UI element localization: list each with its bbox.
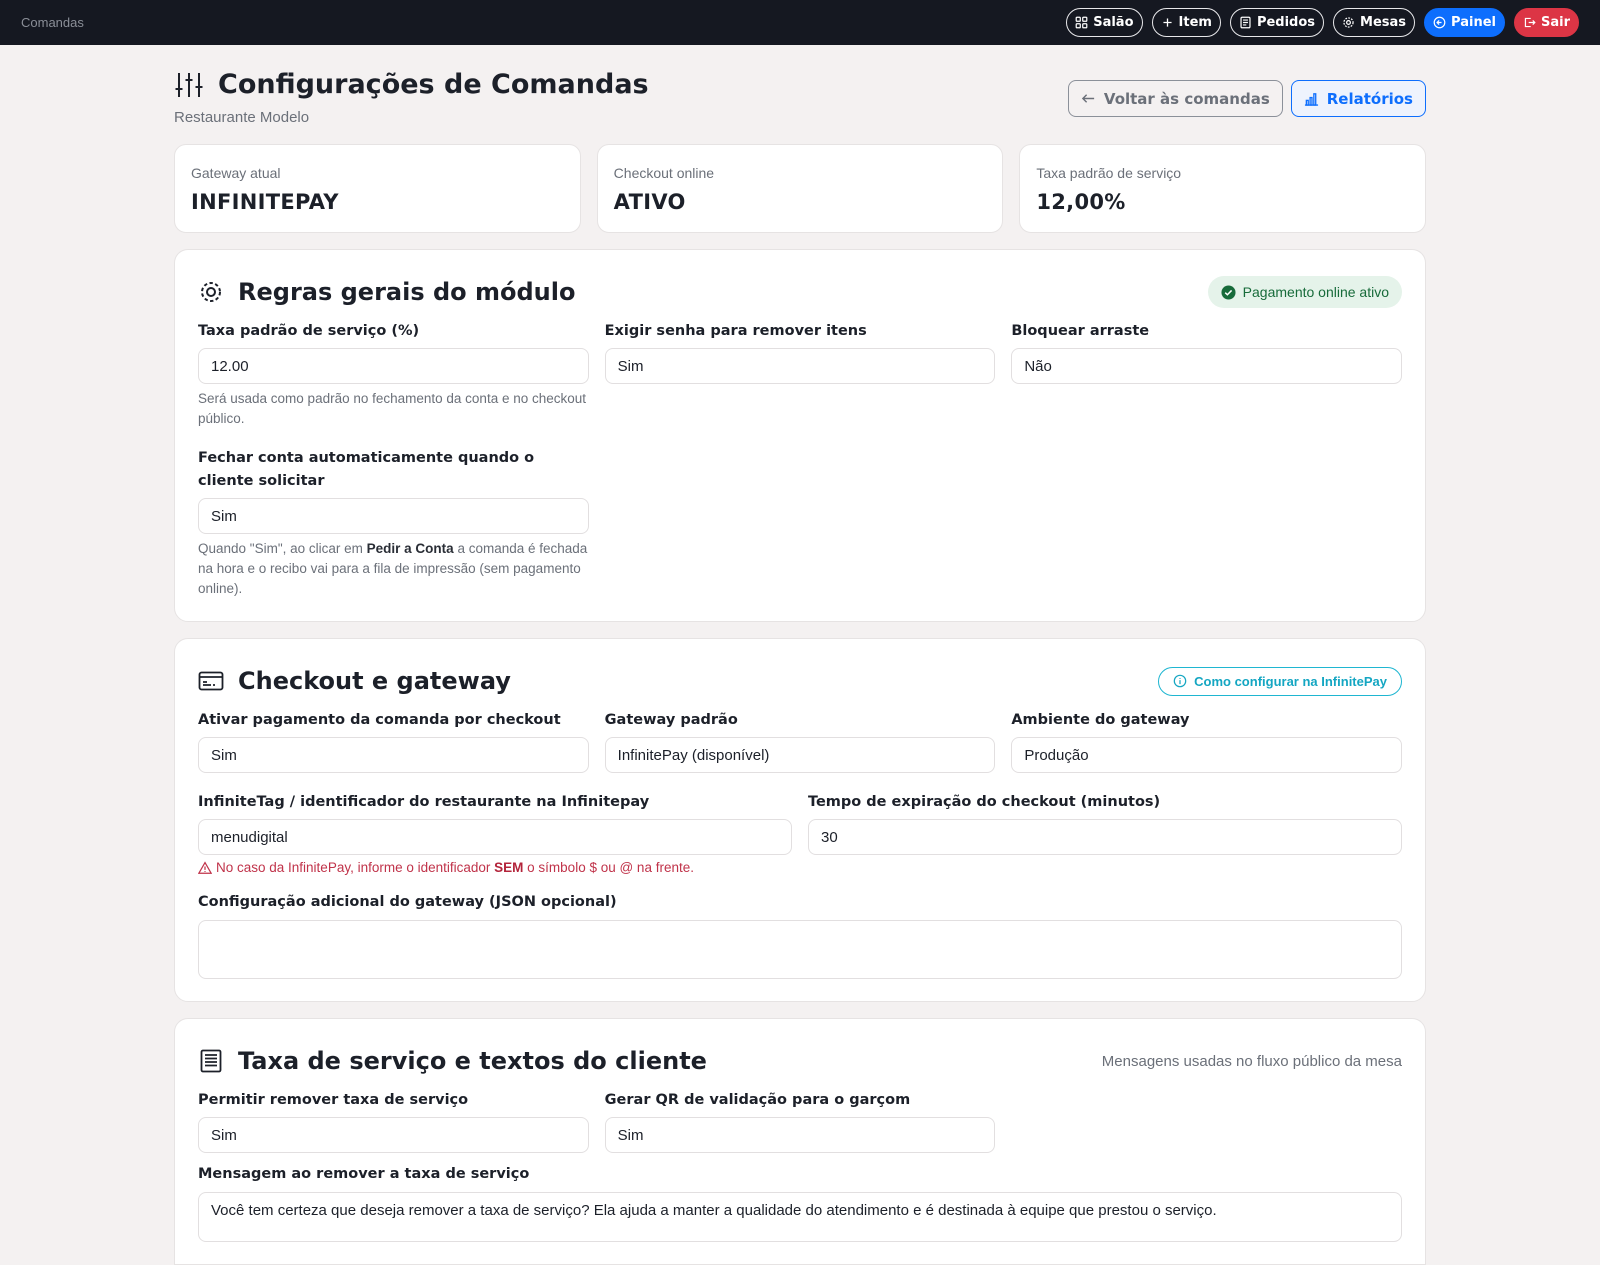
- help-text: Quando "Sim", ao clicar em: [198, 541, 367, 556]
- service-fee-help: Será usada como padrão no fechamento da conta e no checkout público.: [198, 391, 587, 426]
- grid-icon: [1075, 16, 1088, 29]
- checkout-gateway-card: [174, 638, 1426, 1002]
- field-label: Ativar pagamento da comanda por checkout: [198, 712, 561, 728]
- allow-remove-fee-select[interactable]: Sim: [198, 1117, 589, 1153]
- top-nav: [1066, 8, 1579, 37]
- back-label: Voltar às comandas: [1103, 89, 1270, 108]
- sliders-icon: [174, 70, 204, 100]
- page-title: Configurações de Comandas: [218, 69, 649, 100]
- gear-icon: [198, 279, 224, 305]
- service-fee-input[interactable]: 12.00: [198, 348, 589, 384]
- field-label: Configuração adicional do gateway (JSON opcional): [198, 894, 617, 910]
- field-label: Tempo de expiração do checkout (minutos): [808, 794, 1161, 810]
- stat-value: 12,00%: [1036, 190, 1126, 214]
- arrow-left-circle-icon: [1433, 16, 1446, 29]
- nav-salao-button[interactable]: [1066, 8, 1142, 37]
- gateway-environment-select[interactable]: Produção: [1011, 737, 1402, 773]
- section-note: Mensagens usadas no fluxo público da mesa: [1101, 1052, 1402, 1070]
- infinitetag-warning: [198, 860, 792, 875]
- top-bar: [0, 0, 1600, 45]
- warning-bold-text: SEM: [494, 860, 524, 875]
- stat-card-gateway: [174, 144, 581, 233]
- checkout-expiry-input[interactable]: 30: [808, 819, 1402, 855]
- receipt-icon: [1239, 16, 1252, 29]
- section-title: Checkout e gateway: [238, 667, 511, 695]
- help-text: a comanda é fechada na hora e o recibo vai para a fila de impressão (sem pagamento online).: [198, 541, 588, 596]
- nav-salao-label: Salão: [1093, 15, 1134, 30]
- nav-mesas-button[interactable]: [1333, 8, 1415, 37]
- howto-infinitepay-button[interactable]: [1158, 667, 1402, 696]
- section-title: Regras gerais do módulo: [238, 278, 576, 306]
- warning-text: o símbolo $ ou @ na frente.: [523, 860, 694, 875]
- stat-label: Taxa padrão de serviço: [1036, 165, 1182, 181]
- info-icon: [1173, 674, 1187, 688]
- stat-label: Checkout online: [613, 165, 715, 181]
- field-label: Gerar QR de validação para o garçom: [604, 1092, 911, 1108]
- nav-sair-label: Sair: [1540, 15, 1570, 30]
- check-circle-icon: [1221, 285, 1236, 300]
- warning-text: No caso da InfinitePay, informe o identificador: [216, 860, 495, 875]
- gateway-json-textarea[interactable]: [198, 920, 1402, 979]
- field-label: Fechar conta automaticamente quando o cliente solicitar: [198, 450, 535, 489]
- nav-pedidos-label: Pedidos: [1256, 15, 1316, 30]
- receipt-icon: [198, 1048, 224, 1074]
- infinitetag-input[interactable]: menudigital: [198, 819, 792, 855]
- main-container: [174, 45, 1426, 1265]
- enable-checkout-select[interactable]: Sim: [198, 737, 589, 773]
- stat-value: ATIVO: [613, 190, 686, 214]
- nav-item-button[interactable]: [1152, 8, 1221, 37]
- nav-item-label: Item: [1178, 15, 1212, 30]
- plus-icon: [1161, 16, 1174, 29]
- stat-label: Gateway atual: [191, 165, 281, 181]
- online-payment-status-badge: [1208, 276, 1402, 308]
- service-texts-card: [174, 1018, 1426, 1265]
- howto-label: Como configurar na InfinitePay: [1194, 673, 1387, 689]
- nav-sair-button[interactable]: [1514, 8, 1579, 37]
- back-to-comandas-button[interactable]: [1068, 80, 1283, 117]
- nav-mesas-label: Mesas: [1360, 15, 1407, 30]
- field-label: Exigir senha para remover itens: [604, 323, 867, 339]
- require-password-select[interactable]: Sim: [605, 348, 996, 384]
- credit-card-icon: [198, 668, 224, 694]
- field-label: InfiniteTag / identificador do restaurante na Infinitepay: [198, 794, 650, 810]
- remove-fee-message-textarea[interactable]: Você tem certeza que deseja remover a taxa de serviço? Ela ajuda a manter a qualidade do atendimento e é destinada à equipe que prestou o serviço.: [198, 1192, 1402, 1242]
- page-subtitle: Restaurante Modelo: [174, 109, 310, 126]
- help-bold-text: Pedir a Conta: [366, 541, 454, 556]
- field-label: Gateway padrão: [604, 712, 738, 728]
- bar-chart-icon: [1304, 91, 1319, 106]
- field-label: Permitir remover taxa de serviço: [198, 1092, 469, 1108]
- nav-pedidos-button[interactable]: [1230, 8, 1324, 37]
- arrow-left-icon: [1081, 91, 1096, 106]
- badge-label: Pagamento online ativo: [1242, 284, 1389, 300]
- block-drag-select[interactable]: Não: [1011, 348, 1402, 384]
- field-label: Mensagem ao remover a taxa de serviço: [198, 1166, 530, 1182]
- reports-label: Relatórios: [1326, 89, 1413, 108]
- logout-icon: [1523, 16, 1536, 29]
- auto-close-select[interactable]: Sim: [198, 498, 589, 534]
- gear-icon: [1342, 16, 1355, 29]
- warning-icon: [198, 861, 212, 875]
- stat-card-service-fee: [1019, 144, 1426, 233]
- nav-painel-label: Painel: [1451, 15, 1496, 30]
- stats-row: [174, 144, 1426, 233]
- section-title: Taxa de serviço e textos do cliente: [238, 1047, 707, 1075]
- field-label: Ambiente do gateway: [1011, 712, 1190, 728]
- reports-button[interactable]: [1291, 80, 1426, 117]
- field-label: Taxa padrão de serviço (%): [198, 323, 420, 339]
- stat-value: INFINITEPAY: [191, 190, 339, 214]
- gateway-select[interactable]: InfinitePay (disponível): [605, 737, 996, 773]
- nav-painel-button[interactable]: [1424, 8, 1505, 37]
- general-rules-card: [174, 249, 1426, 622]
- field-label: Bloquear arraste: [1011, 323, 1150, 339]
- auto-close-help: [198, 539, 589, 599]
- waiter-qr-select[interactable]: Sim: [605, 1117, 996, 1153]
- page-header: [174, 45, 1426, 144]
- stat-card-checkout: [597, 144, 1004, 233]
- brand-label[interactable]: Comandas: [21, 15, 84, 30]
